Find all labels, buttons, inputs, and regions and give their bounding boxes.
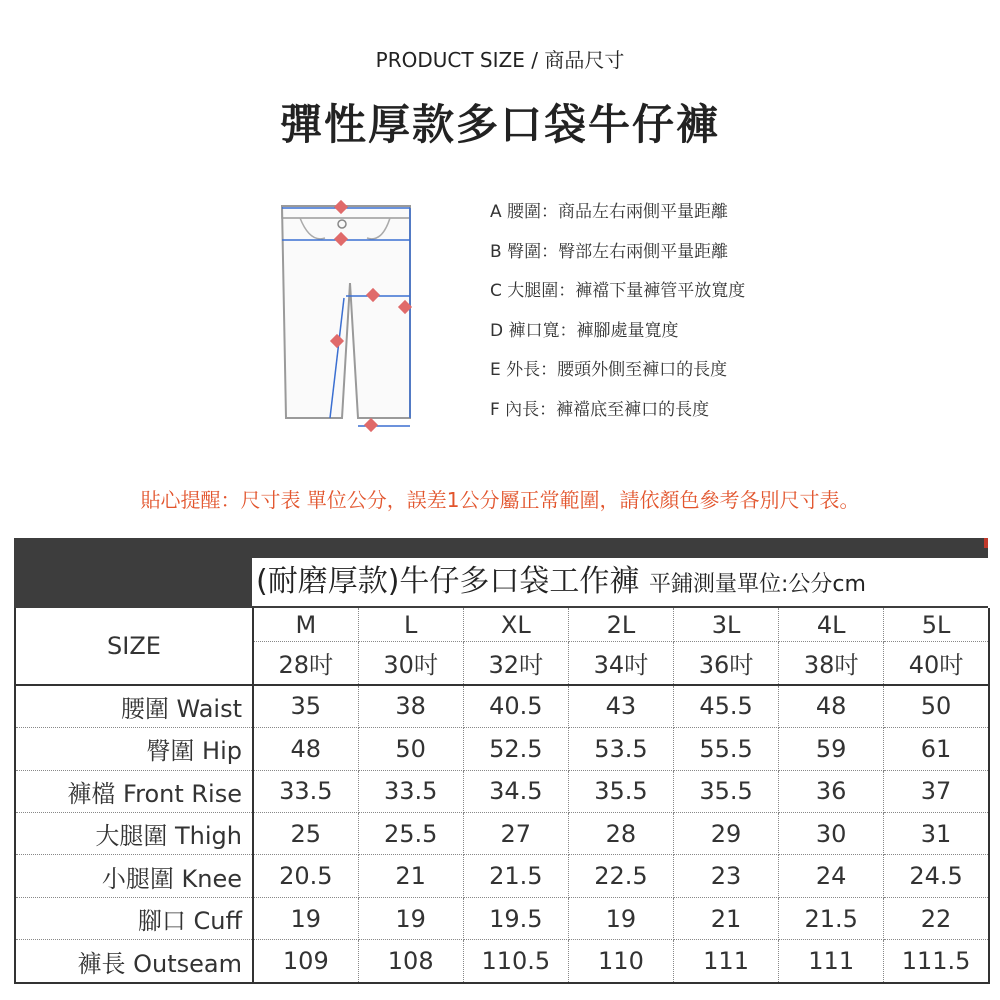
- table-row: [15, 897, 989, 939]
- table-cell: 33.5: [358, 770, 463, 812]
- size-table: [14, 608, 990, 984]
- pants-measurement-diagram: [270, 188, 430, 438]
- table-cell: 110: [568, 940, 673, 983]
- banner-unit: 平鋪測量單位:公分cm: [648, 572, 866, 597]
- table-cell: 45.5: [674, 685, 779, 728]
- table-cell: 59: [779, 728, 884, 770]
- table-row: [15, 685, 989, 728]
- table-cell: 28: [568, 813, 673, 855]
- table-cell: 22: [884, 897, 989, 939]
- table-cell: 109: [253, 940, 358, 983]
- table-cell: 20.5: [253, 855, 358, 897]
- legend-item-thigh: C 大腿圍：褲襠下量褲管平放寬度: [490, 281, 746, 301]
- table-cell: 24.5: [884, 855, 989, 897]
- table-cell: 40.5: [463, 685, 568, 728]
- table-cell: 29: [674, 813, 779, 855]
- inch-header-cell: 40吋: [884, 642, 989, 685]
- table-cell: 33.5: [253, 770, 358, 812]
- table-cell: 31: [884, 813, 989, 855]
- table-cell: 21.5: [463, 855, 568, 897]
- table-cell: 24: [779, 855, 884, 897]
- table-cell: 61: [884, 728, 989, 770]
- table-cell: 52.5: [463, 728, 568, 770]
- size-header-cell: L: [358, 608, 463, 642]
- table-cell: 53.5: [568, 728, 673, 770]
- table-cell: 48: [779, 685, 884, 728]
- size-notice: 貼心提醒：尺寸表 單位公分，誤差1公分屬正常範圍，請依顏色參考各別尺寸表。: [140, 488, 860, 512]
- size-header-cell: 4L: [779, 608, 884, 642]
- table-cell: 21: [358, 855, 463, 897]
- inch-header-cell: 32吋: [463, 642, 568, 685]
- table-cell: 19: [358, 897, 463, 939]
- inch-header-cell: 28吋: [253, 642, 358, 685]
- table-cell: 111: [674, 940, 779, 983]
- table-cell: 111.5: [901, 947, 971, 976]
- table-cell: 19: [253, 897, 358, 939]
- measurement-legend: [490, 200, 745, 437]
- table-row: [15, 813, 989, 855]
- table-cell: 43: [568, 685, 673, 728]
- inch-header-cell: 36吋: [674, 642, 779, 685]
- row-label: 褲長 Outseam: [15, 940, 253, 983]
- legend-item-outseam: E 外長：腰頭外側至褲口的長度: [490, 360, 728, 380]
- size-chart-banner: [14, 538, 988, 608]
- table-cell: 50: [358, 728, 463, 770]
- row-label: 褲檔 Front Rise: [15, 770, 253, 812]
- row-label: 臀圍 Hip: [15, 728, 253, 770]
- inch-header-cell: 30吋: [358, 642, 463, 685]
- legend-item-inseam: F 內長：褲襠底至褲口的長度: [490, 399, 710, 420]
- table-row: [15, 728, 989, 770]
- row-label: 大腿圍 Thigh: [15, 813, 253, 855]
- table-cell: 35: [253, 685, 358, 728]
- row-label: 小腿圍 Knee: [15, 855, 253, 897]
- product-size-label: PRODUCT SIZE / 商品尺寸: [375, 48, 625, 72]
- size-column-label: SIZE: [15, 608, 253, 685]
- table-cell: 36: [779, 770, 884, 812]
- table-cell: 19.5: [463, 897, 568, 939]
- table-row: [15, 940, 989, 983]
- table-cell: 38: [358, 685, 463, 728]
- table-cell: 27: [463, 813, 568, 855]
- table-cell: 21: [674, 897, 779, 939]
- legend-item-hip: B 臀圍：臀部左右兩側平量距離: [490, 241, 729, 262]
- legend-item-cuff: D 褲口寬：褲腳處量寬度: [490, 320, 679, 341]
- banner-title: (耐磨厚款)牛仔多口袋工作褲: [256, 564, 640, 599]
- row-label: 腰圍 Waist: [15, 685, 253, 728]
- size-header-cell: 5L: [884, 608, 989, 642]
- size-header-row: [15, 608, 989, 642]
- inch-header-cell: 34吋: [568, 642, 673, 685]
- table-cell: 19: [568, 897, 673, 939]
- table-cell: 23: [674, 855, 779, 897]
- table-cell: 37: [884, 770, 989, 812]
- table-cell: 110.5: [463, 940, 568, 983]
- table-cell: 34.5: [463, 770, 568, 812]
- product-title: 彈性厚款多口袋牛仔褲: [279, 100, 720, 149]
- table-cell: 25.5: [358, 813, 463, 855]
- size-header-cell: 2L: [568, 608, 673, 642]
- size-header-cell: 3L: [674, 608, 779, 642]
- table-cell: 50: [884, 685, 989, 728]
- table-row: [15, 770, 989, 812]
- size-chart: [14, 538, 988, 984]
- table-cell: 30: [779, 813, 884, 855]
- table-row: [15, 855, 989, 897]
- table-cell: 35.5: [674, 770, 779, 812]
- table-cell: 111: [779, 940, 884, 983]
- size-header-cell: XL: [463, 608, 568, 642]
- inch-header-cell: 38吋: [779, 642, 884, 685]
- legend-item-waist: A 腰圍：商品左右兩側平量距離: [490, 202, 729, 222]
- size-header-cell: M: [253, 608, 358, 642]
- table-cell: 22.5: [568, 855, 673, 897]
- table-cell: 25: [253, 813, 358, 855]
- table-cell: 55.5: [674, 728, 779, 770]
- table-cell: 48: [253, 728, 358, 770]
- table-cell: 21.5: [779, 897, 884, 939]
- corner-mark: [984, 538, 988, 548]
- table-cell: 108: [358, 940, 463, 983]
- size-chart-title: [252, 558, 988, 606]
- table-cell: 35.5: [568, 770, 673, 812]
- row-label: 腳口 Cuff: [15, 897, 253, 939]
